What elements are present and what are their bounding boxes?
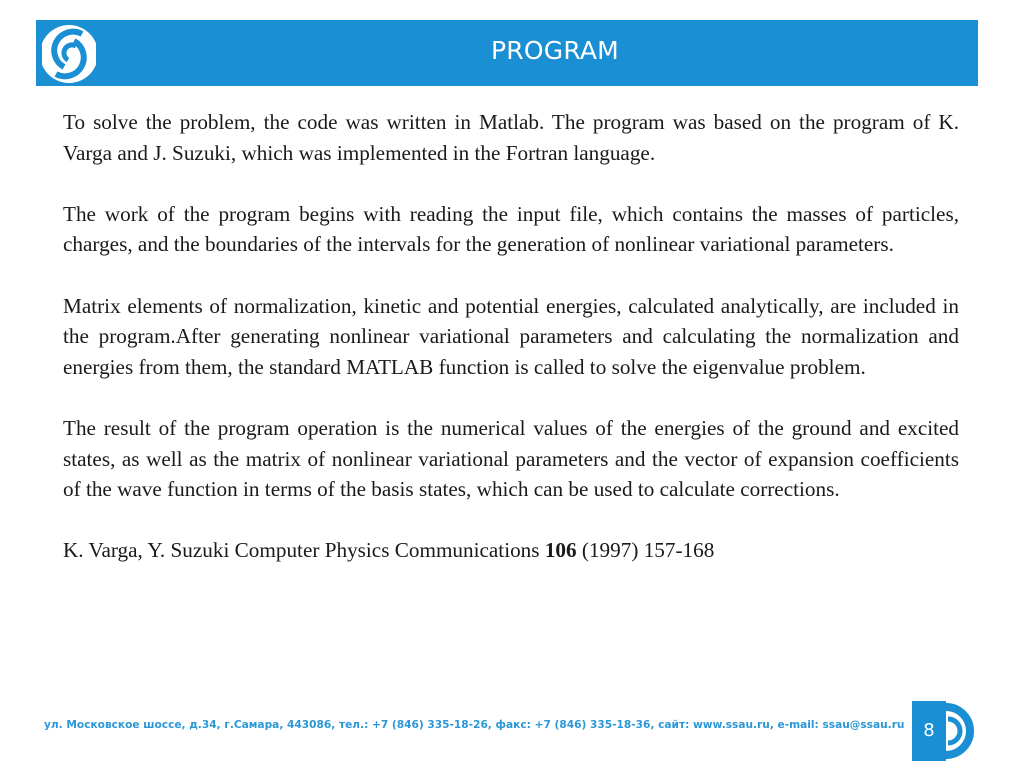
reference <box>63 535 959 566</box>
university-logo-icon <box>42 22 96 86</box>
reference-volume: 106 <box>544 538 577 563</box>
body-content <box>63 107 959 566</box>
paragraph-3: Matrix elements of normalization, kinetic and potential energies, calculated analytically, are included in the program.After generating nonlinear variational parameters and calculating the normalization and energies from them, the standard MATLAB function is called to solve the eigenvalue problem. <box>63 293 959 379</box>
paragraph-1: To solve the problem, the code was written in Matlab. The program was based on the program of K. Varga and J. Suzuki, which was implemented in the Fortran language. <box>63 110 959 165</box>
footer-contact: ул. Московское шоссе, д.34, г.Самара, 443086, тел.: +7 (846) 335-18-26, факс: +7 (846) 335-18-36, сайт: www.ssau.ru, e-mail: ssau@ssau.ru <box>44 719 905 731</box>
paragraph-2: The work of the program begins with reading the input file, which contains the masses of particles, charges, and the boundaries of the intervals for the generation of nonlinear variational parameters. <box>63 201 959 257</box>
reference-authors-journal: K. Varga, Y. Suzuki Computer Physics Communications <box>63 538 545 563</box>
reference-rest: (1997) 157-168 <box>576 538 715 563</box>
header-bar <box>36 20 978 86</box>
paragraph-4: The result of the program operation is the numerical values of the energies of the ground and excited states, as well as the matrix of nonlinear variational parameters and the vector of expansion coefficients of the wave function in terms of the basis states, which can be used to calculate corrections. <box>63 415 959 502</box>
page-title: PROGRAM <box>491 36 619 65</box>
page-number: 8 <box>912 701 946 761</box>
university-logo-icon <box>946 703 980 759</box>
